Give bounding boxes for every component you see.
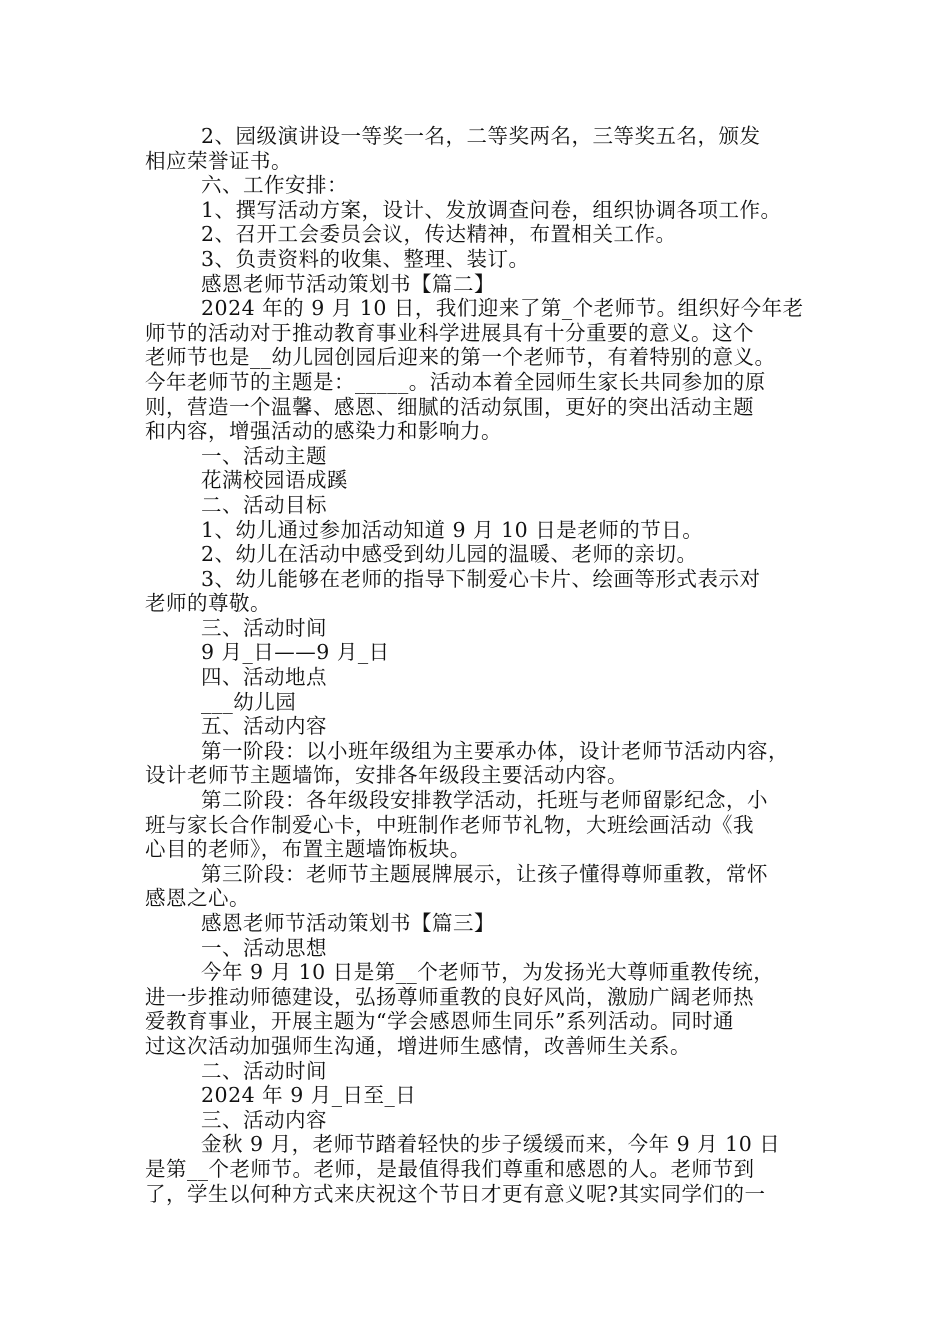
text-line: 1、撰写活动方案，设计、发放调查问卷，组织协调各项工作。 [201,197,782,222]
document-body [145,124,817,1206]
text-line: 设计老师节主题墙饰，安排各年级段主要活动内容。 [145,763,628,788]
text-line: 五、活动内容 [201,714,327,739]
text-line: 2、园级演讲设一等奖一名，二等奖两名，三等奖五名，颁发 [201,124,761,148]
text-line: 是第__个老师节。老师，是最值得我们尊重和感恩的人。老师节到 [145,1156,755,1181]
text-line: 第二阶段：各年级段安排教学活动，托班与老师留影纪念，小 [201,788,768,813]
text-line: 二、活动时间 [201,1058,327,1083]
text-line: 感恩老师节活动策划书【篇二】 [201,271,495,296]
text-line: 第三阶段：老师节主题展牌展示，让孩子懂得尊师重教，常怀 [201,861,768,886]
text-line: 1、幼儿通过参加活动知道 9 月 10 日是老师的节日。 [201,517,704,542]
text-line: 2、幼儿在活动中感受到幼儿园的温暖、老师的亲切。 [201,542,698,567]
text-line: 今年 9 月 10 日是第__个老师节，为发扬光大尊师重教传统， [201,960,775,985]
text-line: 三、活动内容 [201,1107,327,1132]
text-line: 一、活动思想 [201,935,327,960]
text-line: 心目的老师》，布置主题墙饰板块。 [145,837,471,862]
text-line: 相应荣誉证书。 [145,148,292,173]
text-line: 2、召开工会委员会议，传达精神，布置相关工作。 [201,222,677,247]
text-line: 老师节也是__幼儿园创园后迎来的第一个老师节，有着特别的意义。 [145,345,776,370]
text-line: 一、活动主题 [201,443,327,468]
text-line: 四、活动地点 [201,665,327,690]
document-page [145,124,817,1206]
text-line: 六、工作安排： [201,173,348,198]
text-line: 三、活动时间 [201,615,327,640]
text-line: 师节的活动对于推动教育事业科学进展具有十分重要的意义。这个 [145,320,754,345]
text-line: 9 月_日——9 月_日 [201,640,390,665]
text-line: 金秋 9 月，老师节踏着轻快的步子缓缓而来，今年 9 月 10 日 [201,1132,781,1157]
text-line: 3、负责资料的收集、整理、装订。 [201,246,530,271]
text-line: 老师的尊敬。 [145,591,271,616]
text-line: 二、活动目标 [201,492,327,517]
text-line: 爱教育事业，开展主题为“学会感恩师生同乐”系列活动。同时通 [145,1009,734,1034]
text-line: ___幼儿园 [201,689,297,714]
text-line: 2024 年 9 月_日至_日 [201,1083,417,1108]
text-line: 了，学生以何种方式来庆祝这个节日才更有意义呢?其实同学们的一 [145,1181,766,1206]
text-line: 班与家长合作制爱心卡，中班制作老师节礼物，大班绘画活动《我 [145,812,754,837]
text-line: 3、幼儿能够在老师的指导下制爱心卡片、绘画等形式表示对 [201,566,761,591]
text-line: 感恩之心。 [145,886,250,911]
text-line: 今年老师节的主题是：_____。活动本着全园师生家长共同参加的原 [145,369,766,394]
text-line: 2024 年的 9 月 10 日，我们迎来了第_个老师节。组织好今年老 [201,296,804,321]
text-line: 进一步推动师德建设，弘扬尊师重教的良好风尚，激励广阔老师热 [145,984,754,1009]
text-line: 和内容，增强活动的感染力和影响力。 [145,419,502,444]
text-line: 则，营造一个温馨、感恩、细腻的活动氛围，更好的突出活动主题 [145,394,754,419]
text-line: 过这次活动加强师生沟通，增进师生感情，改善师生关系。 [145,1033,691,1058]
text-line: 第一阶段：以小班年级组为主要承办体，设计老师节活动内容， [201,738,789,763]
text-line: 花满校园语成蹊 [201,468,348,493]
text-line: 感恩老师节活动策划书【篇三】 [201,911,495,935]
